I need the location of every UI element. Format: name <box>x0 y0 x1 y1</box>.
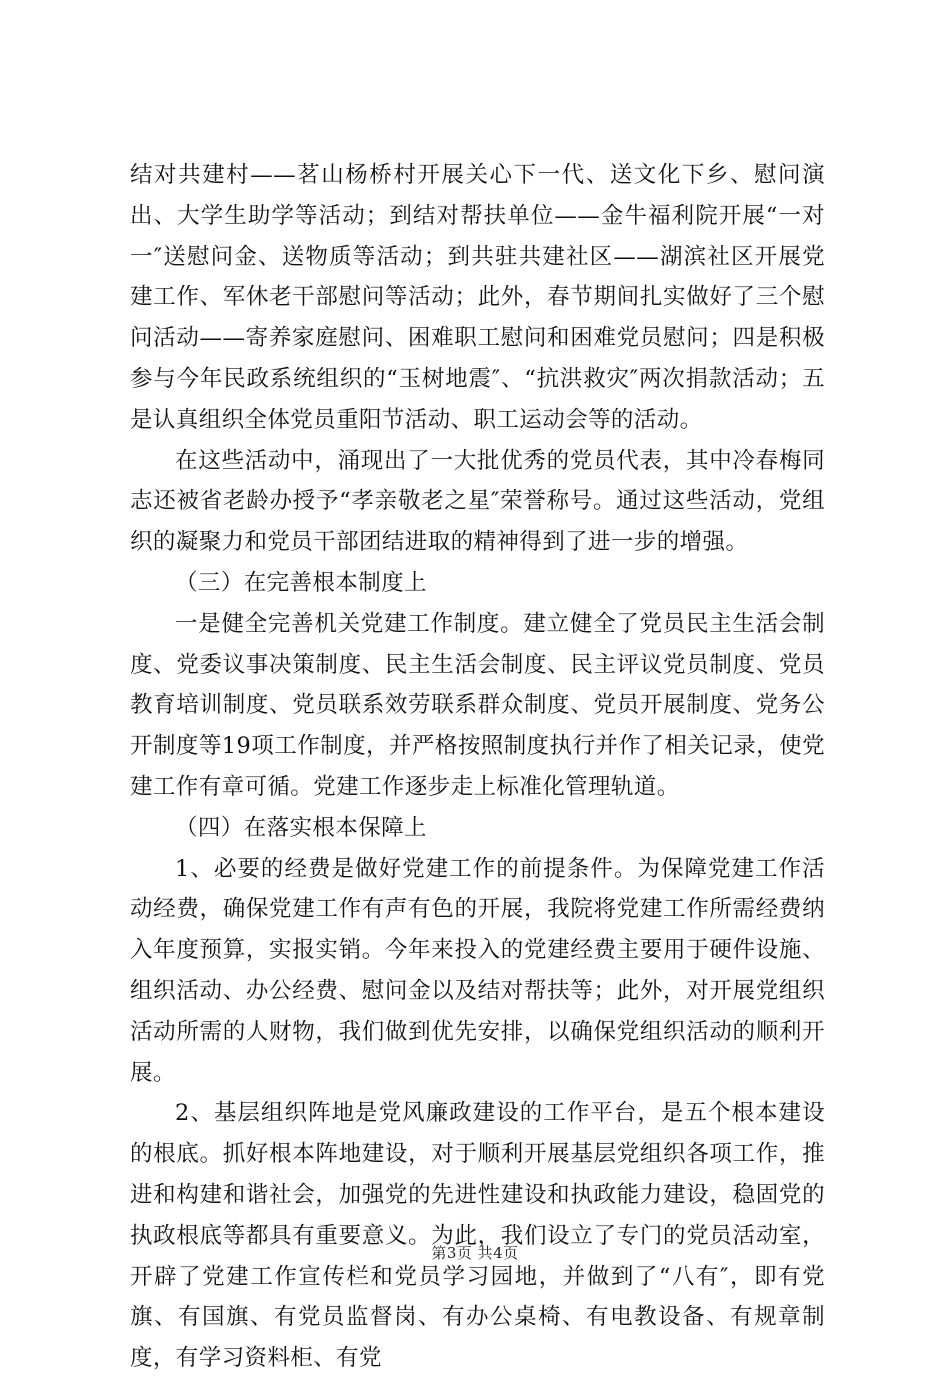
paragraph-continuation: 结对共建村——茗山杨桥村开展关心下一代、送文化下乡、慰问演出、大学生助学等活动；到结对帮扶单位——金牛福利院开展“一对一″送慰问金、送物质等活动；到共驻共建社区——湖滨社区开展党建工作、军休老干部慰问等活动；此外，春节期间扎实做好了三个慰问活动——寄养家庭慰问、困难职工慰问和困难党员慰问；四是积极参与今年民政系统组织的“玉树地震″、“抗洪救灾″两次捐款活动；五是认真组织全体党员重阳节活动、职工运动会等的活动。 <box>130 162 825 433</box>
paragraph-funding: 1、必要的经费是做好党建工作的前提条件。为保障党建工作活动经费，确保党建工作有声有色的开展，我院将党建工作所需经费纳入年度预算，实报实销。今年来投入的党建经费主要用于硬件设施、组织活动、办公经费、慰问金以及结对帮扶等；此外，对开展党组织活动所需的人财物，我们做到优先安排，以确保党组织活动的顺利开展。 <box>130 855 825 1086</box>
document-body <box>130 155 825 1379</box>
paragraph-grassroots-base: 2、基层组织阵地是党风廉政建设的工作平台，是五个根本建设的根底。抓好根本阵地建设，对于顺利开展基层党组织各项工作，推进和构建和谐社会，加强党的先进性建设和执政能力建设，稳固党的执政根底等都具有重要意义。为此，我们设立了专门的党员活动室，开辟了党建工作宣传栏和党员学习园地，并做到了“八有″，即有党旗、有国旗、有党员监督岗、有办公桌椅、有电教设备、有规章制度，有学习资料柜、有党 <box>130 1100 825 1372</box>
paragraph-activities-summary: 在这些活动中，涌现出了一大批优秀的党员代表，其中冷春梅同志还被省老龄办授予“孝亲敬老之星″荣誉称号。通过这些活动，党组织的凝聚力和党员干部团结进取的精神得到了进一步的增强。 <box>130 447 825 556</box>
section-heading-3: （三）在完善根本制度上 <box>175 569 427 596</box>
paragraph-institution-building: 一是健全完善机关党建工作制度。建立健全了党员民主生活会制度、党委议事决策制度、民主生活会制度、民主评议党员制度、党员教育培训制度、党员联系效劳联系群众制度、党员开展制度、党务公开制度等19项工作制度，并严格按照制度执行并作了相关记录，使党建工作有章可循。党建工作逐步走上标准化管理轨道。 <box>130 610 825 800</box>
page-number-footer: 第3页 共4页 <box>431 1244 519 1262</box>
section-heading-4: （四）在落实根本保障上 <box>175 814 427 841</box>
